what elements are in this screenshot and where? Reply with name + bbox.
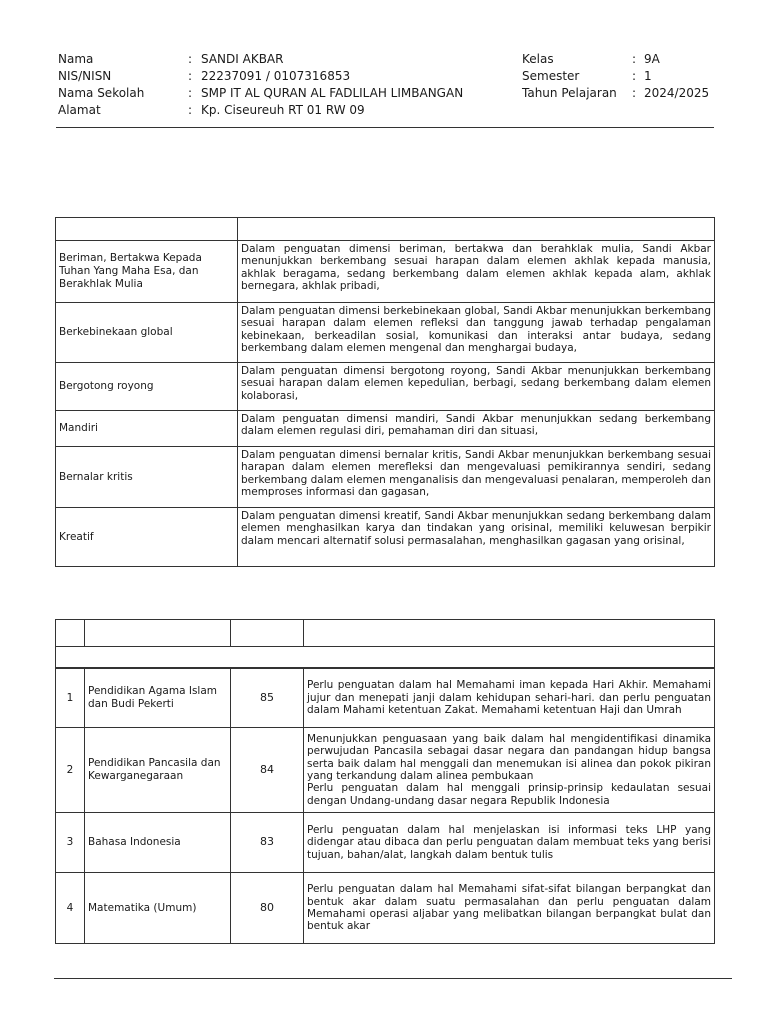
table-row — [56, 728, 715, 813]
info-value: 22237091 / 0107316853 — [201, 69, 351, 83]
class-info — [522, 51, 709, 102]
table-row — [56, 303, 715, 363]
info-row-nisn — [58, 68, 463, 85]
info-row-sekolah — [58, 85, 463, 102]
group-header-cell — [56, 647, 715, 668]
table-row — [56, 241, 715, 303]
info-label: Semester — [522, 69, 580, 83]
header-cell — [304, 620, 715, 647]
row-number: 4 — [56, 873, 85, 944]
grades-table — [55, 619, 715, 944]
table-row — [56, 447, 715, 508]
table-row — [56, 363, 715, 411]
table-row — [56, 813, 715, 873]
info-colon: : — [632, 86, 637, 100]
info-row-semester — [522, 68, 709, 85]
info-label: Kelas — [522, 52, 554, 66]
table-row — [56, 873, 715, 944]
info-colon: : — [632, 69, 637, 83]
dimension-description: Dalam penguatan dimensi berkebinekaan global, Sandi Akbar menunjukkan berkembang sesuai harapan dalam elemen refleksi dan tanggung jawab terhadap pengalaman kebinekaan, berkeadilan sosial, komunikasi dan interaksi antar budaya, sedang berkembang dalam elemen mengenal dan menghargai budaya, — [238, 303, 715, 363]
competency-note-improve: Perlu penguatan dalam hal menggali prinsip-prinsip kedaulatan sesuai dengan Undang-undang dasar negara Republik Indonesia — [307, 782, 711, 807]
dimension-description: Dalam penguatan dimensi bergotong royong, Sandi Akbar menunjukkan berkembang sesuai harapan dalam elemen kepedulian, berbagi, sedang berkembang dalam elemen kolaborasi, — [238, 363, 715, 411]
info-row-tahun — [522, 85, 709, 102]
dimension-name: Berkebinekaan global — [56, 303, 238, 363]
competency-note — [304, 728, 715, 813]
header-cell — [231, 620, 304, 647]
info-colon: : — [188, 52, 193, 66]
table-header-row — [56, 620, 715, 647]
header-cell — [56, 620, 85, 647]
info-label: NIS/NISN — [58, 69, 112, 83]
header-divider — [56, 127, 714, 128]
dimension-description: Dalam penguatan dimensi bernalar kritis, Sandi Akbar menunjukkan berkembang sesuai harapan dalam elemen merefleksi dan mengevaluasi pemikirannya sendiri, sedang berkembang dalam elemen menganalisis dan mengevaluasi penalaran, memperoleh dan memproses informasi dan gagasan, — [238, 447, 715, 508]
row-number: 2 — [56, 728, 85, 813]
subject-name: Bahasa Indonesia — [85, 813, 231, 873]
info-value: 9A — [644, 52, 660, 66]
competency-note: Perlu penguatan dalam hal Memahami iman kepada Hari Akhir. Memahami jujur dan menepati janji dalam kehidupan sehari-hari. dan perlu penguatan dalam Mahami ketentuan Zakat. Memahami ketentuan Haji dan Umrah — [304, 668, 715, 728]
info-label: Nama Sekolah — [58, 86, 145, 100]
info-colon: : — [188, 69, 193, 83]
info-value: 2024/2025 — [644, 86, 710, 100]
info-value: 1 — [644, 69, 652, 83]
table-row — [56, 668, 715, 728]
header-cell — [56, 218, 238, 241]
info-label: Tahun Pelajaran — [522, 86, 617, 100]
dimension-name: Mandiri — [56, 411, 238, 447]
dimension-description: Dalam penguatan dimensi mandiri, Sandi Akbar menunjukkan sedang berkembang dalam elemen regulasi diri, pemahaman diri dan situasi, — [238, 411, 715, 447]
info-value: Kp. Ciseureuh RT 01 RW 09 — [201, 103, 365, 117]
student-info — [58, 51, 463, 119]
competency-note: Perlu penguatan dalam hal Memahami sifat-sifat bilangan berpangkat dan bentuk akar dalam suatu permasalahan dan perlu penguatan dalam Memahami operasi aljabar yang melibatkan bilangan berpangkat bulat dan bentuk akar — [304, 873, 715, 944]
table-row — [56, 508, 715, 567]
info-row-kelas — [522, 51, 709, 68]
info-colon: : — [188, 86, 193, 100]
info-colon: : — [632, 52, 637, 66]
header-cell — [85, 620, 231, 647]
dimension-name: Bergotong royong — [56, 363, 238, 411]
subject-score: 83 — [231, 813, 304, 873]
footer-divider — [54, 978, 732, 979]
dimension-name: Bernalar kritis — [56, 447, 238, 508]
competency-note: Perlu penguatan dalam hal menjelaskan isi informasi teks LHP yang didengar atau dibaca dan perlu penguatan dalam membuat teks yang berisi tujuan, bahan/alat, langkah dalam bentuk tulis — [304, 813, 715, 873]
dimension-table — [55, 217, 715, 567]
subject-name: Pendidikan Pancasila dan Kewarganegaraan — [85, 728, 231, 813]
info-label: Nama — [58, 52, 94, 66]
subject-name: Pendidikan Agama Islam dan Budi Pekerti — [85, 668, 231, 728]
group-header-row — [56, 647, 715, 668]
dimension-description: Dalam penguatan dimensi kreatif, Sandi Akbar menunjukkan sedang berkembang dalam elemen menghasilkan karya dan tindakan yang orisinal, memiliki keluwesan berpikir dalam mencari alternatif solusi permasalahan, menghasilkan gagasan yang orisinal, — [238, 508, 715, 567]
dimension-name: Kreatif — [56, 508, 238, 567]
subject-score: 85 — [231, 668, 304, 728]
table-header-row — [56, 218, 715, 241]
subject-name: Matematika (Umum) — [85, 873, 231, 944]
competency-note-strength: Menunjukkan penguasaan yang baik dalam hal mengidentifikasi dinamika perwujudan Pancasila sebagai dasar negara dan pandangan hidup bangsa serta baik dalam hal menggali dan menemukan isi alinea dan pokok pikiran yang terkandung dalam alinea pembukaan — [307, 733, 711, 782]
info-value: SMP IT AL QURAN AL FADLILAH LIMBANGAN — [201, 86, 464, 100]
info-colon: : — [188, 103, 193, 117]
subject-score: 84 — [231, 728, 304, 813]
info-value: SANDI AKBAR — [201, 52, 284, 66]
subject-score: 80 — [231, 873, 304, 944]
header-cell — [238, 218, 715, 241]
dimension-description: Dalam penguatan dimensi beriman, bertakwa dan berahklak mulia, Sandi Akbar menunjukkan berkembang sesuai harapan dalam elemen akhlak kepada manusia, akhlak beragama, sedang berkembang dalam elemen akhlak kepada alam, akhlak bernegara, akhlak pribadi, — [238, 241, 715, 303]
row-number: 3 — [56, 813, 85, 873]
dimension-name: Beriman, Bertakwa Kepada Tuhan Yang Maha Esa, dan Berakhlak Mulia — [56, 241, 238, 303]
table-row — [56, 411, 715, 447]
info-row-alamat — [58, 102, 463, 119]
info-row-nama — [58, 51, 463, 68]
info-label: Alamat — [58, 103, 101, 117]
row-number: 1 — [56, 668, 85, 728]
